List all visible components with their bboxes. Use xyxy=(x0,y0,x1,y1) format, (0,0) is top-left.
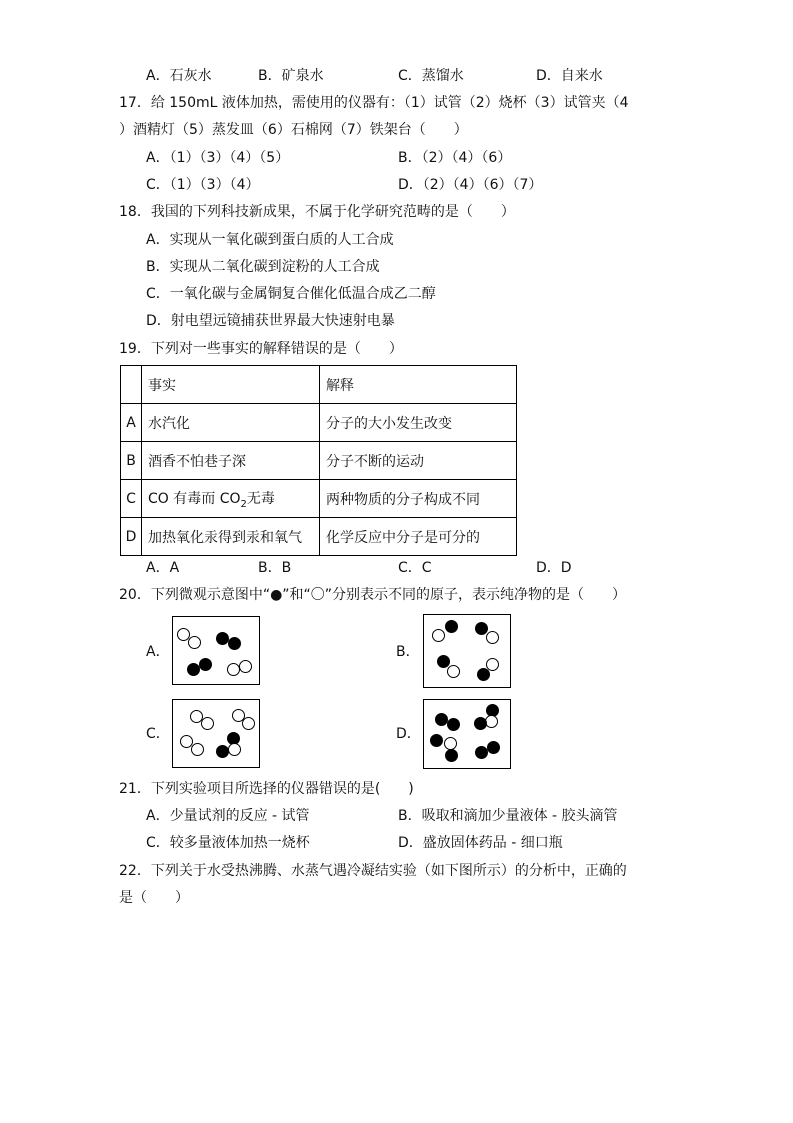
white-atom-icon xyxy=(447,665,460,678)
table-row xyxy=(121,518,517,556)
q19-option-c: C．C xyxy=(398,560,432,576)
q19-fact-table xyxy=(120,365,517,556)
q17-option-c: C．（1）（3）（4） xyxy=(146,177,260,193)
fact-cell: 水汽化 xyxy=(142,404,320,442)
q18-option-d: D．射电望远镜捕获世界最大快速射电暴 xyxy=(146,313,395,329)
black-atom-icon xyxy=(445,749,458,762)
q18-stem: 18．我国的下列科技新成果，不属于化学研究范畴的是（ ） xyxy=(119,204,515,220)
row-label: C xyxy=(121,480,142,518)
white-atom-icon xyxy=(485,715,498,728)
explain-cell: 化学反应中分子是可分的 xyxy=(320,518,517,556)
table-header-cell xyxy=(121,366,142,404)
table-row xyxy=(121,404,517,442)
q17-stem-line2: ）酒精灯（5）蒸发皿（6）石棉网（7）铁架台（ ） xyxy=(119,122,468,138)
q19-stem: 19．下列对一些事实的解释错误的是（ ） xyxy=(119,341,403,357)
q20-label-c: C． xyxy=(146,726,170,742)
black-atom-icon xyxy=(228,637,241,650)
q19-option-a: A．A xyxy=(146,560,180,576)
row-label: A xyxy=(121,404,142,442)
black-atom-icon xyxy=(216,745,229,758)
table-row xyxy=(121,442,517,480)
explain-cell: 分子不断的运动 xyxy=(320,442,517,480)
q18-option-b: B．实现从二氧化碳到淀粉的人工合成 xyxy=(146,259,380,275)
q20-label-d: D． xyxy=(396,726,421,742)
q16-option-d: D．自来水 xyxy=(536,68,603,84)
q21-option-a: A．少量试剂的反应 - 试管 xyxy=(146,808,310,824)
q21-option-b: B．吸取和滴加少量液体 - 胶头滴管 xyxy=(398,808,618,824)
white-atom-icon xyxy=(239,660,252,673)
q16-option-c: C．蒸馏水 xyxy=(398,68,464,84)
particle-diagram-c xyxy=(172,699,260,768)
q19-option-b: B．B xyxy=(258,560,292,576)
q18-option-c: C．一氧化碳与金属铜复合催化低温合成乙二醇 xyxy=(146,286,436,302)
white-atom-icon xyxy=(201,717,214,730)
q17-option-a: A．（1）（3）（4）（5） xyxy=(146,150,290,166)
fact-cell: 加热氧化汞得到汞和氧气 xyxy=(142,518,320,556)
table-header-cell: 解释 xyxy=(320,366,517,404)
fact-text-b: 无毒 xyxy=(246,490,275,507)
fact-cell: 酒香不怕巷子深 xyxy=(142,442,320,480)
q17-option-d: D．（2）（4）（6）（7） xyxy=(398,177,543,193)
q20-label-a: A． xyxy=(146,644,170,660)
explain-cell: 两种物质的分子构成不同 xyxy=(320,480,517,518)
fact-subscript: 2 xyxy=(240,498,247,510)
particle-diagram-d xyxy=(423,699,511,769)
q16-option-a: A．石灰水 xyxy=(146,68,212,84)
q17-option-b: B．（2）（4）（6） xyxy=(398,150,512,166)
fact-text-a: CO 有毒而 CO xyxy=(148,490,241,507)
white-atom-icon xyxy=(188,636,201,649)
row-label: B xyxy=(121,442,142,480)
black-atom-icon xyxy=(477,668,490,681)
q21-option-d: D．盛放固体药品 - 细口瓶 xyxy=(398,835,563,851)
white-atom-icon xyxy=(486,631,499,644)
q20-label-b: B． xyxy=(396,644,420,660)
q19-option-d: D．D xyxy=(536,560,572,576)
black-atom-icon xyxy=(430,734,443,747)
white-atom-icon xyxy=(191,743,204,756)
white-atom-icon xyxy=(228,743,241,756)
q22-stem-line2: 是（ ） xyxy=(119,890,189,906)
black-atom-icon xyxy=(474,717,487,730)
table-header-row xyxy=(121,366,517,404)
black-atom-icon xyxy=(445,620,458,633)
q16-option-b: B．矿泉水 xyxy=(258,68,324,84)
q20-stem: 20．下列微观示意图中“●”和“〇”分别表示不同的原子，表示纯净物的是（ ） xyxy=(119,587,627,603)
row-label: D xyxy=(121,518,142,556)
black-atom-icon xyxy=(487,741,500,754)
fact-cell xyxy=(142,480,320,518)
black-atom-icon xyxy=(199,658,212,671)
white-atom-icon xyxy=(432,629,445,642)
table-header-cell: 事实 xyxy=(142,366,320,404)
q21-stem: 21．下列实验项目所选择的仪器错误的是( ) xyxy=(119,781,414,797)
particle-diagram-b xyxy=(423,614,511,688)
explain-cell: 分子的大小发生改变 xyxy=(320,404,517,442)
q22-stem-line1: 22．下列关于水受热沸腾、水蒸气遇冷凝结实验（如下图所示）的分析中，正确的 xyxy=(119,863,627,879)
black-atom-icon xyxy=(447,718,460,731)
q17-stem-line1: 17．给 150mL 液体加热，需使用的仪器有：（1）试管（2）烧杯（3）试管夹（4 xyxy=(119,95,629,111)
q18-option-a: A．实现从一氧化碳到蛋白质的人工合成 xyxy=(146,232,394,248)
table-row xyxy=(121,480,517,518)
q21-option-c: C．较多量液体加热一烧杯 xyxy=(146,835,310,851)
particle-diagram-a xyxy=(172,616,260,685)
white-atom-icon xyxy=(242,717,255,730)
